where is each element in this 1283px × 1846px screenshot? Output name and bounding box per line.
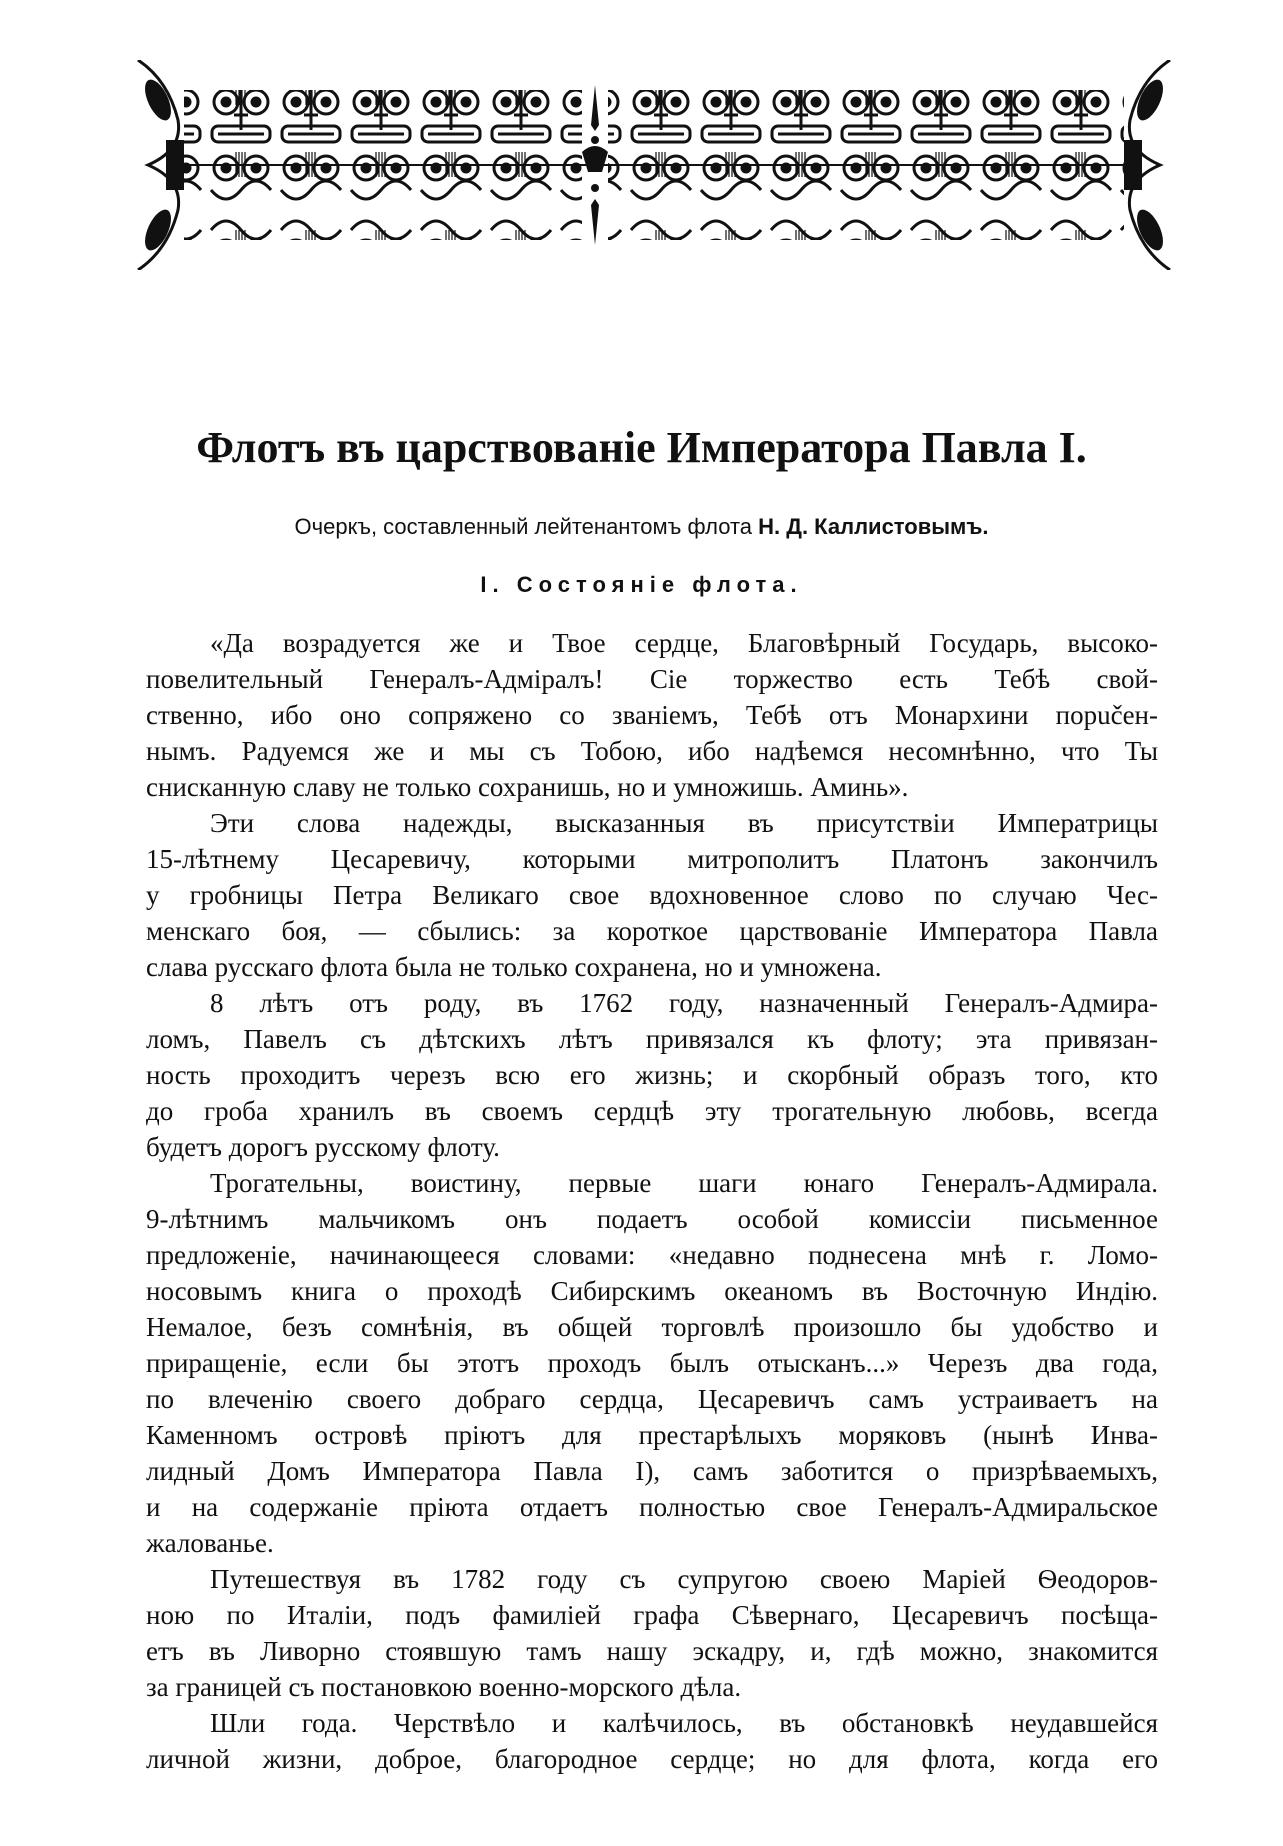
decorative-headpiece xyxy=(136,60,1172,270)
subtitle-text: Очеркъ, составленный лейтенантомъ флота xyxy=(294,514,753,539)
text-line: снисканную славу не только сохранишь, но и умножишь. Аминь». xyxy=(146,772,909,802)
text-line: личной жизни, доброе, благородное сердце; но для флота, когда его xyxy=(146,1744,1158,1774)
text-line: у гробницы Петра Великаго свое вдохновенное слово по случаю Чес- xyxy=(146,880,1158,910)
text-line: и на содержаніе пріюта отдаетъ полностью свое Генералъ-Адмиральское xyxy=(146,1492,1158,1522)
text-line: приращеніе, если бы этотъ проходъ былъ отысканъ...» Черезъ два года, xyxy=(146,1348,1158,1378)
text-line: Шли года. Черствѣло и калѣчилось, въ обстановкѣ неудавшейся xyxy=(210,1708,1158,1738)
paragraph xyxy=(146,805,1158,985)
paragraph xyxy=(146,1561,1158,1705)
text-line: слава русскаго флота была не только сохранена, но и умножена. xyxy=(146,952,882,982)
text-line: Путешествуя въ 1782 году съ супругою своею Маріей Ѳеодоров- xyxy=(210,1564,1158,1594)
article-subtitle xyxy=(140,514,1143,540)
text-line: ность проходитъ черезъ всю его жизнь; и скорбный образъ того, кто xyxy=(146,1060,1158,1090)
text-line: Трогательны, воистину, первые шаги юнаго Генералъ-Адмирала. xyxy=(210,1168,1158,1198)
paragraph xyxy=(146,625,1158,805)
text-line: по влеченію своего добраго сердца, Цесаревичъ самъ устраиваетъ на xyxy=(146,1384,1158,1414)
article-title: Флотъ въ царствованіе Императора Павла I. xyxy=(196,423,1087,472)
text-line: предложеніе, начинающееся словами: «недавно поднесена мнѣ г. Ломо- xyxy=(146,1240,1158,1270)
text-line: жалованье. xyxy=(146,1528,274,1558)
text-line: нымъ. Радуемся же и мы съ Тобою, ибо надѣемся несомнѣнно, что Ты xyxy=(146,736,1158,766)
text-line: Немалое, безъ сомнѣнія, въ общей торговлѣ произошло бы удобство и xyxy=(146,1312,1158,1342)
text-line: 15-лѣтнему Цесаревичу, которыми митрополитъ Платонъ закончилъ xyxy=(146,844,1158,874)
text-line: до гроба хранилъ въ своемъ сердцѣ эту трогательную любовь, всегда xyxy=(146,1096,1158,1126)
text-line: 9-лѣтнимъ мальчикомъ онъ подаетъ особой комиссіи письменное xyxy=(146,1204,1158,1234)
text-line: носовымъ книга о проходѣ Сибирскимъ океаномъ въ Восточную Индію. xyxy=(146,1276,1158,1306)
text-line: 8 лѣтъ отъ роду, въ 1762 году, назначенный Генералъ-Адмира- xyxy=(210,988,1158,1018)
text-line: за границей съ постановкою военно-морского дѣла. xyxy=(146,1672,742,1702)
text-line: етъ въ Ливорно стоявшую тамъ нашу эскадру, и, гдѣ можно, знакомится xyxy=(146,1636,1158,1666)
paragraph xyxy=(146,1165,1158,1561)
text-line: будетъ дорогъ русскому флоту. xyxy=(146,1132,500,1162)
text-line: ственно, ибо оно сопряжено со званіемъ, Тебѣ отъ Монархини порučен- xyxy=(146,700,1158,730)
text-line: «Да возрадуется же и Твое сердце, Благовѣрный Государь, высоко- xyxy=(210,628,1158,658)
text-line: Каменномъ островѣ пріютъ для престарѣлыхъ моряковъ (нынѣ Инва- xyxy=(146,1420,1158,1450)
text-line: повелительный Генералъ-Адміралъ! Сіе торжество есть Тебѣ свой- xyxy=(146,664,1158,694)
text-line: Эти слова надежды, высказанныя въ присутствіи Императрицы xyxy=(210,808,1158,838)
section-heading: I. Состояніе флота. xyxy=(480,572,803,597)
text-line: лидный Домъ Императора Павла I), самъ заботится о призрѣваемыхъ, xyxy=(146,1456,1158,1486)
body-text xyxy=(146,625,1158,1777)
text-line: ною по Италіи, подъ фамиліей графа Сѣвернаго, Цесаревичъ посѣща- xyxy=(146,1600,1158,1630)
paragraph xyxy=(146,985,1158,1165)
paragraph xyxy=(146,1705,1158,1777)
author-name: Н. Д. Каллистовымъ. xyxy=(758,514,989,539)
text-line: менскаго боя, — сбылись: за короткое царствованіе Императора Павла xyxy=(146,916,1158,946)
text-line: ломъ, Павелъ съ дѣтскихъ лѣтъ привязался къ флоту; эта привязан- xyxy=(146,1024,1158,1054)
